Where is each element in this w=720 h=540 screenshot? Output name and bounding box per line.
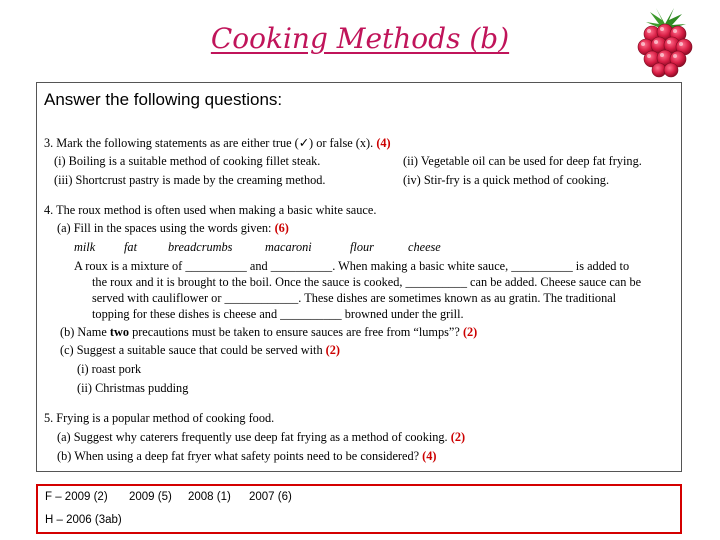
raspberry-icon xyxy=(632,4,698,80)
q4c-text: (c) Suggest a suitable sauce that could be served with (2) xyxy=(60,343,341,357)
ref-2008: 2008 (1) xyxy=(188,491,231,503)
word-flour: flour xyxy=(350,240,374,254)
q5a-text: (a) Suggest why caterers frequently use deep fat frying as a method of cooking. (2) xyxy=(57,430,466,444)
q5b-text: (b) When using a deep fat fryer what safety points need to be considered? (4) xyxy=(57,449,437,463)
q3-statement-iv: (iv) Stir-fry is a quick method of cooking. xyxy=(403,173,610,187)
word-milk: milk xyxy=(74,240,96,254)
q3-statement-i: (i) Boiling is a suitable method of cooking fillet steak. xyxy=(54,154,321,168)
roux-paragraph-line-1: A roux is a mixture of __________ and __________. When making a basic white sauce, __________ is added to xyxy=(74,259,630,273)
questions-heading: Answer the following questions: xyxy=(44,90,283,109)
ref-foundation-2009: F – 2009 (2) xyxy=(45,491,108,503)
past-paper-references xyxy=(36,484,682,534)
word-cheese: cheese xyxy=(408,240,441,254)
q5-stem: 5. Frying is a popular method of cooking food. xyxy=(44,411,275,425)
q4c-i: (i) roast pork xyxy=(77,362,142,376)
q4b-text: (b) Name two precautions must be taken to ensure sauces are free from “lumps”? (2) xyxy=(60,325,478,339)
q4-stem: 4. The roux method is often used when making a basic white sauce. xyxy=(44,203,377,217)
word-fat: fat xyxy=(124,240,137,254)
q3-statement-ii: (ii) Vegetable oil can be used for deep fat frying. xyxy=(403,154,642,168)
ref-higher-2006: H – 2006 (3ab) xyxy=(45,514,122,526)
ref-2009: 2009 (5) xyxy=(129,491,172,503)
word-breadcrumbs: breadcrumbs xyxy=(168,240,233,254)
word-macaroni: macaroni xyxy=(265,240,312,254)
ref-2007: 2007 (6) xyxy=(249,491,292,503)
q4c-ii: (ii) Christmas pudding xyxy=(77,381,189,395)
q4a-text: (a) Fill in the spaces using the words given: (6) xyxy=(57,221,289,235)
q3-stem: 3. Mark the following statements as are either true (✓) or false (x). (4) xyxy=(44,136,391,150)
q3-statement-iii: (iii) Shortcrust pastry is made by the creaming method. xyxy=(54,173,326,187)
page-title: Cooking Methods (b) xyxy=(210,22,510,55)
roux-paragraph-line-3: served with cauliflower or ____________. These dishes are sometimes known as au gratin. The traditional xyxy=(92,291,617,305)
roux-paragraph-line-4: topping for these dishes is cheese and __________ browned under the grill. xyxy=(92,307,464,321)
roux-paragraph-line-2: the roux and it is brought to the boil. Once the sauce is cooked, __________ can be added. Cheese sauce can be xyxy=(92,275,642,289)
